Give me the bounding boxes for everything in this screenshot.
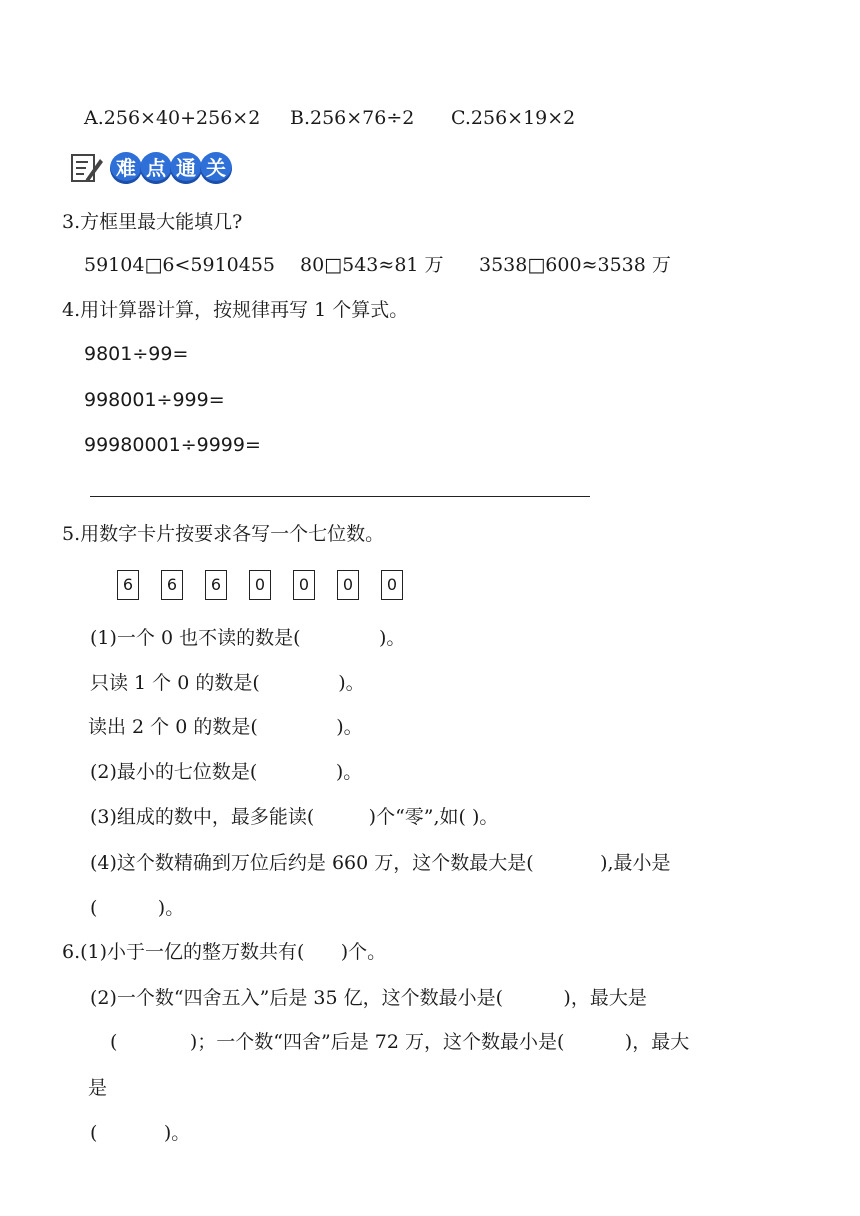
banner-char-1: 难 [110, 152, 142, 184]
q5-sub2: (2)最小的七位数是( )。 [90, 761, 363, 783]
q3-item-1: 59104□6<5910455 [84, 254, 276, 276]
option-c: C.256×19×2 [451, 107, 576, 129]
q5-sub4b: ( )。 [90, 897, 185, 919]
q4-title: 4.用计算器计算，按规律再写 1 个算式。 [62, 299, 409, 321]
q5-sub1a: (1)一个 0 也不读的数是( )。 [90, 627, 406, 649]
q3-item-3: 3538□600≈3538 万 [479, 254, 671, 276]
banner-char-4: 关 [200, 152, 232, 184]
digit-card: 0 [337, 570, 359, 600]
q5-sub1b: 只读 1 个 0 的数是( )。 [90, 672, 365, 694]
pen-notebook-icon [70, 151, 104, 185]
option-b: B.256×76÷2 [290, 107, 415, 129]
banner-char-3: 通 [170, 152, 202, 184]
q3-title: 3.方框里最大能填几? [62, 211, 243, 233]
q5-title: 5.用数字卡片按要求各写一个七位数。 [62, 523, 385, 545]
digit-cards [117, 570, 425, 600]
q4-line-1: 9801÷99= [84, 343, 189, 365]
q4-line-2: 998001÷999= [84, 389, 225, 411]
q6-sub2b: ( )；一个数“四舍”后是 72 万，这个数最小是( )，最大 [110, 1031, 690, 1053]
digit-card: 6 [117, 570, 139, 600]
difficulty-banner [70, 150, 230, 186]
option-a: A.256×40+256×2 [84, 107, 261, 129]
digit-card: 6 [205, 570, 227, 600]
q6-sub2: (2)一个数“四舍五入”后是 35 亿，这个数最小是( )，最大是 [90, 987, 647, 1009]
q6-sub2c: 是 [88, 1077, 108, 1099]
digit-card: 0 [381, 570, 403, 600]
q3-item-2: 80□543≈81 万 [300, 254, 444, 276]
q6-sub1: 6.(1)小于一亿的整万数共有( )个。 [62, 941, 387, 963]
digit-card: 0 [293, 570, 315, 600]
digit-card: 0 [249, 570, 271, 600]
banner-char-2: 点 [140, 152, 172, 184]
answer-line [90, 496, 590, 497]
q5-sub3: (3)组成的数中，最多能读( )个“零”,如( )。 [90, 806, 499, 828]
digit-card: 6 [161, 570, 183, 600]
q5-sub4: (4)这个数精确到万位后约是 660 万，这个数最大是( ),最小是 [90, 852, 671, 874]
q6-sub2d: ( )。 [90, 1122, 191, 1144]
q5-sub1c: 读出 2 个 0 的数是( )。 [88, 716, 363, 738]
q4-line-3: 99980001÷9999= [84, 434, 261, 456]
